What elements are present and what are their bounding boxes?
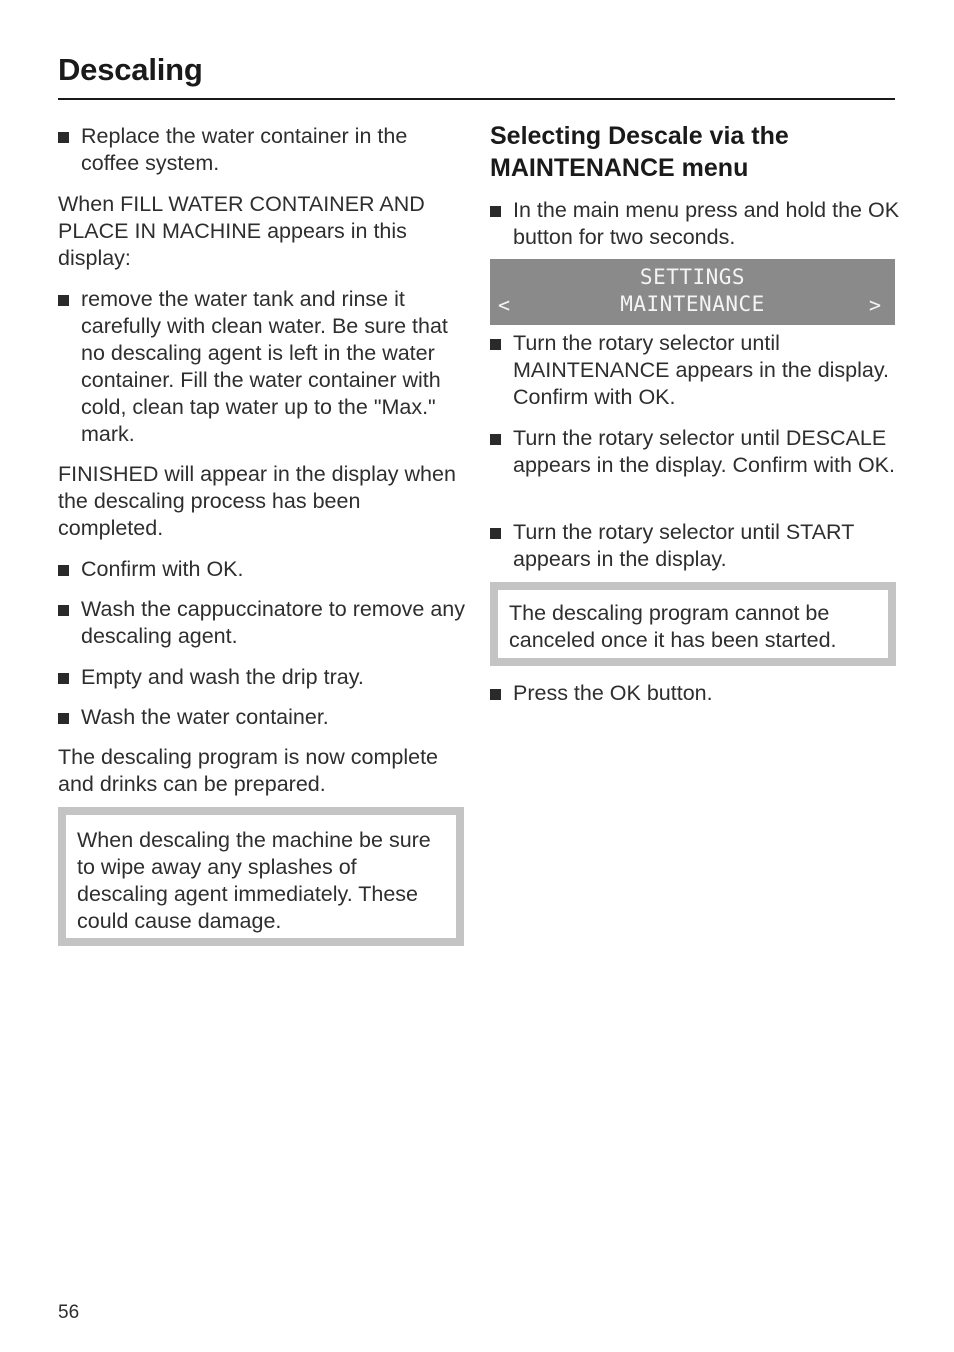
chevron-right-icon: >: [868, 293, 881, 317]
list-item-text: In the main menu press and hold the OK button for two seconds.: [513, 198, 900, 249]
list-item-text: Press the OK button.: [513, 681, 713, 705]
bullet-square-icon: [58, 605, 69, 616]
list-item-text: Confirm with OK.: [81, 557, 244, 581]
page-title: Descaling: [58, 52, 203, 87]
list-item: [58, 596, 471, 650]
list-item-text: Turn the rotary selector until START appears in the display.: [513, 520, 854, 571]
bullet-square-icon: [58, 132, 69, 143]
page-number: 56: [58, 1302, 80, 1323]
list-item: [58, 664, 471, 691]
title-divider: [58, 98, 895, 100]
list-item-text: Wash the cappuccinatore to remove any descaling agent.: [81, 597, 466, 648]
list-item: [58, 123, 471, 177]
note-text: The descaling program cannot be canceled once it has been started.: [509, 601, 837, 652]
display-line-maintenance: MAINTENANCE: [620, 292, 765, 316]
list-item-text: remove the water tank and rinse it carefully with clean water. Be sure that no descaling agent is left in the water container. Fill the water container with cold, clean tap water up to the "Max." mark.: [81, 287, 448, 446]
bullet-square-icon: [490, 339, 501, 350]
list-item: [58, 556, 471, 583]
bullet-square-icon: [58, 295, 69, 306]
paragraph: FINISHED will appear in the display when the descaling process has been completed.: [58, 462, 456, 540]
paragraph: The descaling program is now complete and drinks can be prepared.: [58, 745, 439, 796]
note-text: When descaling the machine be sure to wipe away any splashes of descaling agent immediately. These could cause damage.: [77, 828, 431, 933]
warning-note: [58, 807, 464, 946]
list-item: [490, 197, 908, 251]
list-item-text: Turn the rotary selector until DESCALE appears in the display. Confirm with OK.: [513, 426, 895, 477]
list-item: [490, 519, 908, 573]
bullet-square-icon: [58, 565, 69, 576]
info-note: [490, 582, 896, 666]
list-item: [58, 286, 461, 448]
list-item: [490, 425, 908, 479]
bullet-square-icon: [490, 206, 501, 217]
list-item-text: Wash the water container.: [81, 705, 329, 729]
bullet-square-icon: [58, 713, 69, 724]
list-item: [58, 704, 471, 731]
list-item-text: Empty and wash the drip tray.: [81, 665, 364, 689]
machine-display: [490, 259, 895, 325]
bullet-square-icon: [490, 434, 501, 445]
bullet-square-icon: [490, 528, 501, 539]
list-item: [490, 330, 908, 411]
paragraph: When FILL WATER CONTAINER AND PLACE IN MACHINE appears in this display:: [58, 192, 425, 270]
list-item: [490, 680, 908, 707]
list-item-text: Replace the water container in the coffee system.: [81, 124, 408, 175]
bullet-square-icon: [490, 689, 501, 700]
bullet-square-icon: [58, 673, 69, 684]
section-heading: Selecting Descale via the MAINTENANCE menu: [490, 122, 789, 182]
list-item-text: Turn the rotary selector until MAINTENANCE appears in the display. Confirm with OK.: [513, 331, 889, 409]
chevron-left-icon: <: [498, 293, 511, 317]
display-line-settings: SETTINGS: [639, 265, 746, 289]
